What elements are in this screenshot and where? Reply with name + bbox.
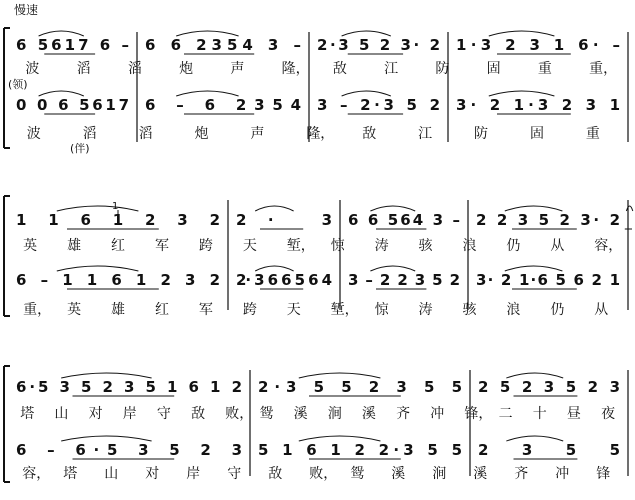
volta-number: 1 [112, 201, 119, 212]
upper-lyric-syllable: 骇 [418, 238, 433, 254]
lower-lyric-syllable: 仍 [550, 302, 565, 318]
upper-lyric-syllable: 防 [435, 61, 450, 77]
upper-lyric-syllable: 涛 [374, 238, 389, 254]
lower-lyric-syllable: 鸳 [350, 466, 365, 482]
slur-arc [255, 206, 293, 211]
upper-lyric-syllable: 十 [532, 406, 547, 422]
upper-staff-notes: 6 6 2354 3 – [145, 36, 301, 54]
upper-lyric-syllable: 夜 [601, 406, 616, 422]
lower-staff-notes: 6 – 1 1 6 1 2 3 2 [16, 271, 220, 289]
upper-lyric-syllable: 涧 [327, 406, 342, 422]
upper-lyric-syllable: 败， [225, 406, 254, 422]
upper-lyric-syllable: 军 [154, 238, 169, 254]
upper-lyric-syllable: 昼 [566, 406, 581, 422]
lower-lyric-syllable: 敌 [362, 126, 377, 142]
upper-lyric-syllable: 仍 [506, 238, 521, 254]
lower-lyric-syllable: 隆， [306, 126, 335, 142]
upper-lyric-syllable: 容， [594, 238, 623, 254]
lower-lyric-syllable: 炮 [194, 126, 209, 142]
upper-lyric-syllable: 溪 [361, 406, 376, 422]
lower-lyric-syllable: 固 [529, 126, 544, 142]
lower-lyric-syllable: 涛 [418, 302, 433, 318]
upper-lyric-syllable: 惊 [330, 238, 345, 254]
lower-lyric-syllable: 锋 [596, 466, 611, 482]
lower-staff-notes: 2· 3 6 6 5 6 4 [236, 271, 332, 289]
upper-staff-notes: 2 5 2 3 5 2 3 [478, 378, 620, 396]
lower-lyric-syllable: 岸 [186, 466, 201, 482]
lower-staff-notes: 3· 2 1·3 2 3 1 [456, 96, 620, 114]
upper-lyric-syllable: 塔 [20, 406, 35, 422]
upper-lyric-syllable: 波 [25, 61, 40, 77]
lower-staff-notes: 0 0 6 5617 [16, 96, 129, 114]
upper-staff-notes: 2·3 5 5 2 3 5 5 [258, 378, 462, 396]
upper-lyric-syllable: 敌 [332, 61, 347, 77]
upper-lyric-syllable: 齐 [396, 406, 411, 422]
upper-lyric-syllable: 岸 [122, 406, 137, 422]
lower-lyric-syllable: 涧 [432, 466, 447, 482]
lower-lyric-syllable: 声 [250, 126, 265, 142]
lower-lyric-syllable: 惊 [374, 302, 389, 318]
lower-lyric-syllable: 波 [26, 126, 41, 142]
lower-lyric-syllable: 滔 [138, 126, 153, 142]
lower-lyric-syllable: 防 [474, 126, 489, 142]
lower-lyric-syllable: 守 [227, 466, 242, 482]
lower-lyric-syllable: 从 [594, 302, 609, 318]
upper-lyric-syllable: 滔 [76, 61, 91, 77]
upper-staff-notes: 1 1 6 1 2 3 2 [16, 211, 220, 229]
lower-lyric-syllable: 天 [286, 302, 301, 318]
upper-lyric-syllable: 守 [156, 406, 171, 422]
upper-lyric-syllable: 重 [537, 61, 552, 77]
lower-lyric-syllable: 红 [154, 302, 169, 318]
lower-lyric-syllable: 溪 [473, 466, 488, 482]
lower-lyric-syllable: 骇 [462, 302, 477, 318]
upper-lyric-syllable: 固 [486, 61, 501, 77]
slur-arc [506, 436, 563, 441]
lower-staff-notes: 6 – 6 2354 [145, 96, 301, 114]
lower-staff-notes: 3· 2 1·6 5 6 2 1 [476, 271, 620, 289]
lower-staff-notes: 3 – 2·3 5 2 [317, 96, 440, 114]
lower-lyric-syllable: 重， [23, 302, 52, 318]
upper-lyric-syllable: 对 [88, 406, 103, 422]
upper-lyric-syllable: 堑， [286, 238, 315, 254]
upper-staff-notes: 6·5 3 5 2 3 5 1 6 1 2 [16, 378, 243, 396]
lower-lyric-syllable: 重 [585, 126, 600, 142]
role-label-lead: (领) [8, 78, 28, 91]
lower-lyric-syllable: 滔 [82, 126, 97, 142]
upper-lyric-syllable: 二 [498, 406, 513, 422]
upper-lyric-syllable: 重， [589, 61, 618, 77]
tempo-marking: 慢速 [14, 3, 39, 17]
lower-staff-notes: 5 1 6 1 2 2·3 5 5 [258, 441, 462, 459]
role-label-accompaniment: (伴) [70, 142, 90, 155]
upper-lyric-syllable: 英 [23, 238, 38, 254]
upper-lyric-syllable: 滔 [127, 61, 142, 77]
lower-lyric-syllable: 敌 [268, 466, 283, 482]
upper-lyric-syllable: 溪 [293, 406, 308, 422]
lower-lyric-syllable: 塔 [63, 466, 78, 482]
lower-lyric-syllable: 江 [418, 126, 433, 142]
lower-lyric-syllable: 对 [145, 466, 160, 482]
upper-lyric-syllable: 锋， [464, 406, 493, 422]
upper-staff-notes: 6 6 564 3 – [348, 211, 460, 229]
lower-lyric-syllable: 冲 [555, 466, 570, 482]
lower-lyric-syllable: 军 [198, 302, 213, 318]
upper-lyric-syllable: 炮 [179, 61, 194, 77]
upper-lyric-syllable: 声 [230, 61, 245, 77]
upper-lyric-syllable: 敌 [191, 406, 206, 422]
lower-staff-notes: 2 3 5 5 [478, 441, 620, 459]
lower-lyric-syllable: 英 [67, 302, 82, 318]
upper-staff-notes: 2·3 5 2 3· 2 [317, 36, 440, 54]
lower-lyric-syllable: 山 [104, 466, 119, 482]
lower-lyric-syllable: 堑， [330, 302, 359, 318]
lower-lyric-syllable: 齐 [514, 466, 529, 482]
lower-lyric-syllable: 容， [22, 466, 51, 482]
upper-lyric-syllable: 天 [242, 238, 257, 254]
upper-staff-notes: 1·3 2 3 1 6· – [456, 36, 620, 54]
upper-lyric-syllable: 从 [550, 238, 565, 254]
slur-arc [626, 206, 632, 211]
lower-staff-notes: 6 – 6·5 3 5 2 3 [16, 441, 242, 459]
lower-lyric-syllable: 跨 [242, 302, 257, 318]
lower-lyric-syllable: 雄 [111, 302, 126, 318]
upper-lyric-syllable: 红 [111, 238, 126, 254]
upper-lyric-syllable: 鸳 [259, 406, 274, 422]
upper-staff-notes: 6 5617 6 – [16, 36, 129, 54]
upper-staff-notes: 2 2 3 5 2 3· 2 [476, 211, 620, 229]
lower-staff-notes: 3 – 2 2 3 5 2 [348, 271, 460, 289]
lower-lyric-syllable: 败， [309, 466, 338, 482]
upper-lyric-syllable: 浪 [462, 238, 477, 254]
lower-lyric-syllable: 浪 [506, 302, 521, 318]
upper-lyric-syllable: 冲 [430, 406, 445, 422]
upper-lyric-syllable: 江 [384, 61, 399, 77]
lower-lyric-syllable: 溪 [391, 466, 406, 482]
upper-lyric-syllable: 跨 [198, 238, 213, 254]
upper-lyric-syllable: 隆， [281, 61, 310, 77]
upper-staff-notes: 2· 3 [236, 211, 332, 229]
upper-lyric-syllable: 雄 [67, 238, 82, 254]
upper-lyric-syllable: 山 [54, 406, 69, 422]
